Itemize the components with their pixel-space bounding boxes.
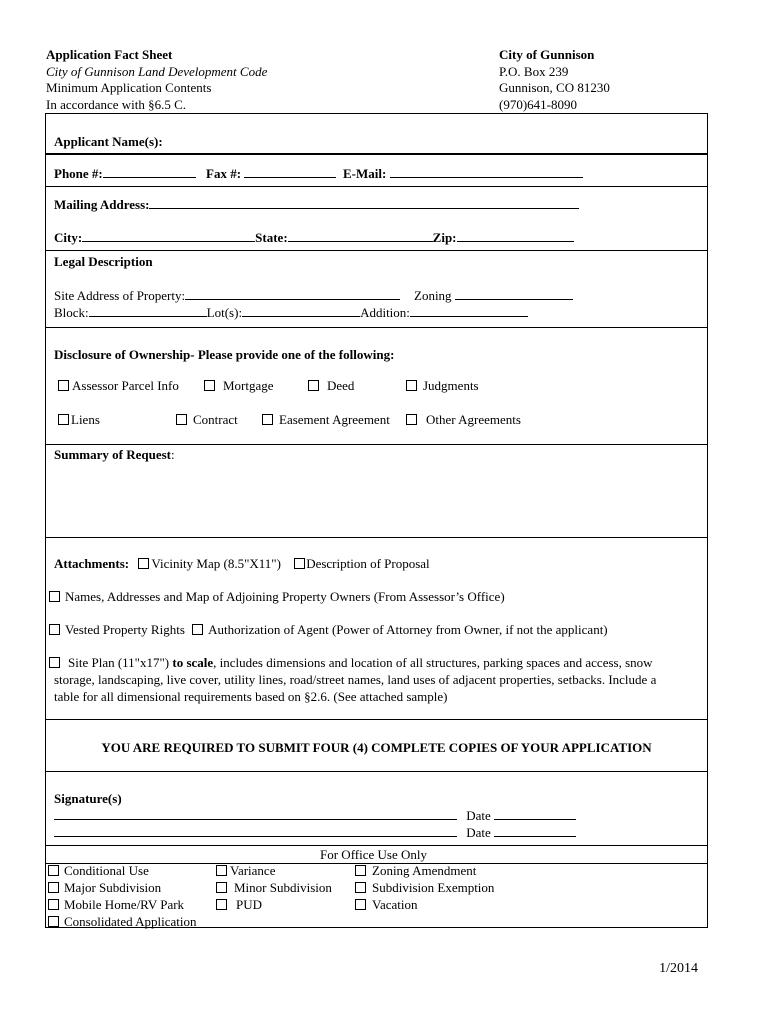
office-option[interactable] xyxy=(48,863,149,879)
option-label: Other Agreements xyxy=(426,412,521,427)
submission-notice: YOU ARE REQUIRED TO SUBMIT FOUR (4) COMPLETE COPIES OF YOUR APPLICATION xyxy=(101,740,652,755)
email-field[interactable] xyxy=(343,165,583,182)
option-label: Assessor Parcel Info xyxy=(72,378,179,393)
checkbox[interactable] xyxy=(48,916,59,927)
checkbox[interactable] xyxy=(49,624,60,635)
date-label: Date xyxy=(466,808,491,823)
office-option[interactable] xyxy=(48,880,161,896)
applicant-names-label: Applicant Name(s): xyxy=(54,134,163,149)
disclosure-option[interactable] xyxy=(262,412,390,428)
signature-line-2[interactable] xyxy=(54,824,576,841)
office-option[interactable] xyxy=(48,914,197,930)
zip-input-line[interactable] xyxy=(457,229,574,242)
mailing-input-line[interactable] xyxy=(149,196,579,209)
checkbox[interactable] xyxy=(204,380,215,391)
divider xyxy=(46,537,707,538)
block-lot-addition-field[interactable] xyxy=(54,304,528,321)
checkbox[interactable] xyxy=(355,899,366,910)
option-label: Judgments xyxy=(423,378,479,393)
org-name: City of Gunnison xyxy=(499,47,595,62)
summary-colon: : xyxy=(171,447,175,462)
checkbox[interactable] xyxy=(406,414,417,425)
fax-field[interactable] xyxy=(206,165,336,182)
date-label: Date xyxy=(466,825,491,840)
office-option[interactable] xyxy=(355,863,476,879)
divider xyxy=(46,327,707,328)
disclosure-option[interactable] xyxy=(58,378,179,394)
summary-heading xyxy=(54,447,175,463)
vicinity-map-label: Vicinity Map (8.5"X11") xyxy=(151,556,281,571)
summary-heading-text: Summary of Request xyxy=(54,447,171,462)
divider xyxy=(46,444,707,445)
header-line-4: In accordance with §6.5 C. xyxy=(46,96,187,112)
disclosure-option[interactable] xyxy=(308,378,354,394)
zip-label: Zip: xyxy=(432,230,457,245)
checkbox[interactable] xyxy=(294,558,305,569)
adjoining-owners-label: Names, Addresses and Map of Adjoining Property Owners (From Assessor’s Office) xyxy=(65,589,505,604)
date-input-line[interactable] xyxy=(494,807,576,820)
checkbox[interactable] xyxy=(49,657,60,668)
checkbox[interactable] xyxy=(48,899,59,910)
option-label: Contract xyxy=(193,412,238,427)
office-option[interactable] xyxy=(216,897,262,913)
vested-rights-label: Vested Property Rights xyxy=(65,622,185,637)
site-address-input-line[interactable] xyxy=(185,287,400,300)
email-input-line[interactable] xyxy=(390,165,583,178)
office-option[interactable] xyxy=(216,880,332,896)
option-label: Major Subdivision xyxy=(64,880,162,895)
attachments-row-3 xyxy=(49,622,608,638)
city-label: City: xyxy=(54,230,83,245)
checkbox[interactable] xyxy=(58,380,69,391)
legal-heading: Legal Description xyxy=(54,254,153,269)
site-plan-line-2: storage, landscaping, live cover, utility lines, road/street names, land uses of adjacent properties, setbacks. Include a xyxy=(54,672,657,687)
date-input-line[interactable] xyxy=(494,824,576,837)
option-label: PUD xyxy=(236,897,263,912)
site-plan-bold: to scale xyxy=(172,655,214,670)
zoning-label: Zoning xyxy=(414,288,452,303)
attachments-row-4[interactable] xyxy=(49,655,653,671)
fax-label: Fax #: xyxy=(206,166,242,181)
summary-text-area[interactable] xyxy=(46,464,707,536)
divider xyxy=(46,845,707,846)
mailing-label: Mailing Address: xyxy=(54,197,150,212)
checkbox[interactable] xyxy=(262,414,273,425)
divider xyxy=(46,153,707,155)
lots-label: Lot(s): xyxy=(206,305,243,320)
addition-label: Addition: xyxy=(360,305,410,320)
lots-input-line[interactable] xyxy=(242,304,360,317)
option-label: Zoning Amendment xyxy=(372,863,477,878)
checkbox[interactable] xyxy=(216,865,227,876)
option-label: Deed xyxy=(327,378,355,393)
option-label: Minor Subdivision xyxy=(234,880,332,895)
revision-date: 1/2014 xyxy=(659,961,698,976)
authorization-label: Authorization of Agent (Power of Attorney from Owner, if not the applicant) xyxy=(208,622,608,637)
city-state-zip-field[interactable] xyxy=(54,229,574,246)
option-label: Mobile Home/RV Park xyxy=(64,897,185,912)
phone-label: Phone #: xyxy=(54,166,103,181)
state-label: State: xyxy=(255,230,288,245)
po-box: P.O. Box 239 xyxy=(499,63,569,79)
mailing-field[interactable] xyxy=(54,196,579,213)
attachments-row-1 xyxy=(54,556,430,572)
site-plan-text: , includes dimensions and location of all structures, parking spaces and access, snow xyxy=(213,655,653,670)
header-right xyxy=(499,47,610,113)
block-label: Block: xyxy=(54,305,89,320)
signature-input-line[interactable] xyxy=(54,824,457,837)
office-option[interactable] xyxy=(216,863,275,879)
site-plan-label: Site Plan (11"x17") xyxy=(68,655,170,670)
header-line-3: Minimum Application Contents xyxy=(46,80,212,95)
option-label: Consolidated Application xyxy=(64,914,197,929)
checkbox[interactable] xyxy=(216,882,227,893)
city-input-line[interactable] xyxy=(82,229,255,242)
site-address-field[interactable] xyxy=(54,287,400,304)
checkbox[interactable] xyxy=(138,558,149,569)
office-option[interactable] xyxy=(48,897,184,913)
attachments-row-2[interactable] xyxy=(49,589,505,605)
checkbox[interactable] xyxy=(58,414,69,425)
option-label: Liens xyxy=(71,412,100,427)
option-label: Subdivision Exemption xyxy=(372,880,495,895)
fax-input-line[interactable] xyxy=(244,165,336,178)
checkbox[interactable] xyxy=(216,899,227,910)
header-left xyxy=(46,47,267,113)
disclosure-option[interactable] xyxy=(204,378,274,394)
zoning-input-line[interactable] xyxy=(455,287,573,300)
signature-heading: Signature(s) xyxy=(54,791,122,806)
disclosure-option[interactable] xyxy=(176,412,238,428)
divider xyxy=(46,771,707,772)
checkbox[interactable] xyxy=(308,380,319,391)
option-label: Easement Agreement xyxy=(279,412,390,427)
phone-field[interactable] xyxy=(54,165,196,182)
divider xyxy=(46,250,707,251)
state-input-line[interactable] xyxy=(288,229,433,242)
phone-input-line[interactable] xyxy=(103,165,196,178)
signature-input-line[interactable] xyxy=(54,807,457,820)
disclosure-option[interactable] xyxy=(406,412,521,428)
city-state: Gunnison, CO 81230 xyxy=(499,80,610,95)
disclosure-option[interactable] xyxy=(58,412,100,428)
office-option[interactable] xyxy=(355,880,494,896)
checkbox[interactable] xyxy=(192,624,203,635)
description-label: Description of Proposal xyxy=(306,556,430,571)
application-form xyxy=(45,113,708,928)
site-address-label: Site Address of Property: xyxy=(54,288,186,303)
checkbox[interactable] xyxy=(48,882,59,893)
disclosure-heading: Disclosure of Ownership- Please provide one of the following: xyxy=(54,347,395,362)
site-plan-line-3: table for all dimensional requirements based on §2.6. (See attached sample) xyxy=(54,689,448,704)
signature-line-1[interactable] xyxy=(54,807,576,824)
attachments-label: Attachments: xyxy=(54,556,130,571)
divider xyxy=(46,719,707,720)
option-label: Vacation xyxy=(372,897,418,912)
block-input-line[interactable] xyxy=(89,304,207,317)
disclosure-option[interactable] xyxy=(406,378,479,394)
form-title: Application Fact Sheet xyxy=(46,47,173,62)
office-use-heading: For Office Use Only xyxy=(320,847,427,862)
divider xyxy=(46,186,707,187)
checkbox[interactable] xyxy=(176,414,187,425)
email-label: E-Mail: xyxy=(343,166,387,181)
zoning-field[interactable] xyxy=(414,287,573,304)
option-label: Variance xyxy=(230,863,276,878)
option-label: Mortgage xyxy=(223,378,274,393)
checkbox[interactable] xyxy=(48,865,59,876)
addition-input-line[interactable] xyxy=(410,304,528,317)
checkbox[interactable] xyxy=(355,882,366,893)
checkbox[interactable] xyxy=(406,380,417,391)
checkbox[interactable] xyxy=(355,865,366,876)
option-label: Conditional Use xyxy=(64,863,149,878)
checkbox[interactable] xyxy=(49,591,60,602)
office-option[interactable] xyxy=(355,897,417,913)
phone-number: (970)641-8090 xyxy=(499,96,577,112)
form-subtitle: City of Gunnison Land Development Code xyxy=(46,63,268,79)
